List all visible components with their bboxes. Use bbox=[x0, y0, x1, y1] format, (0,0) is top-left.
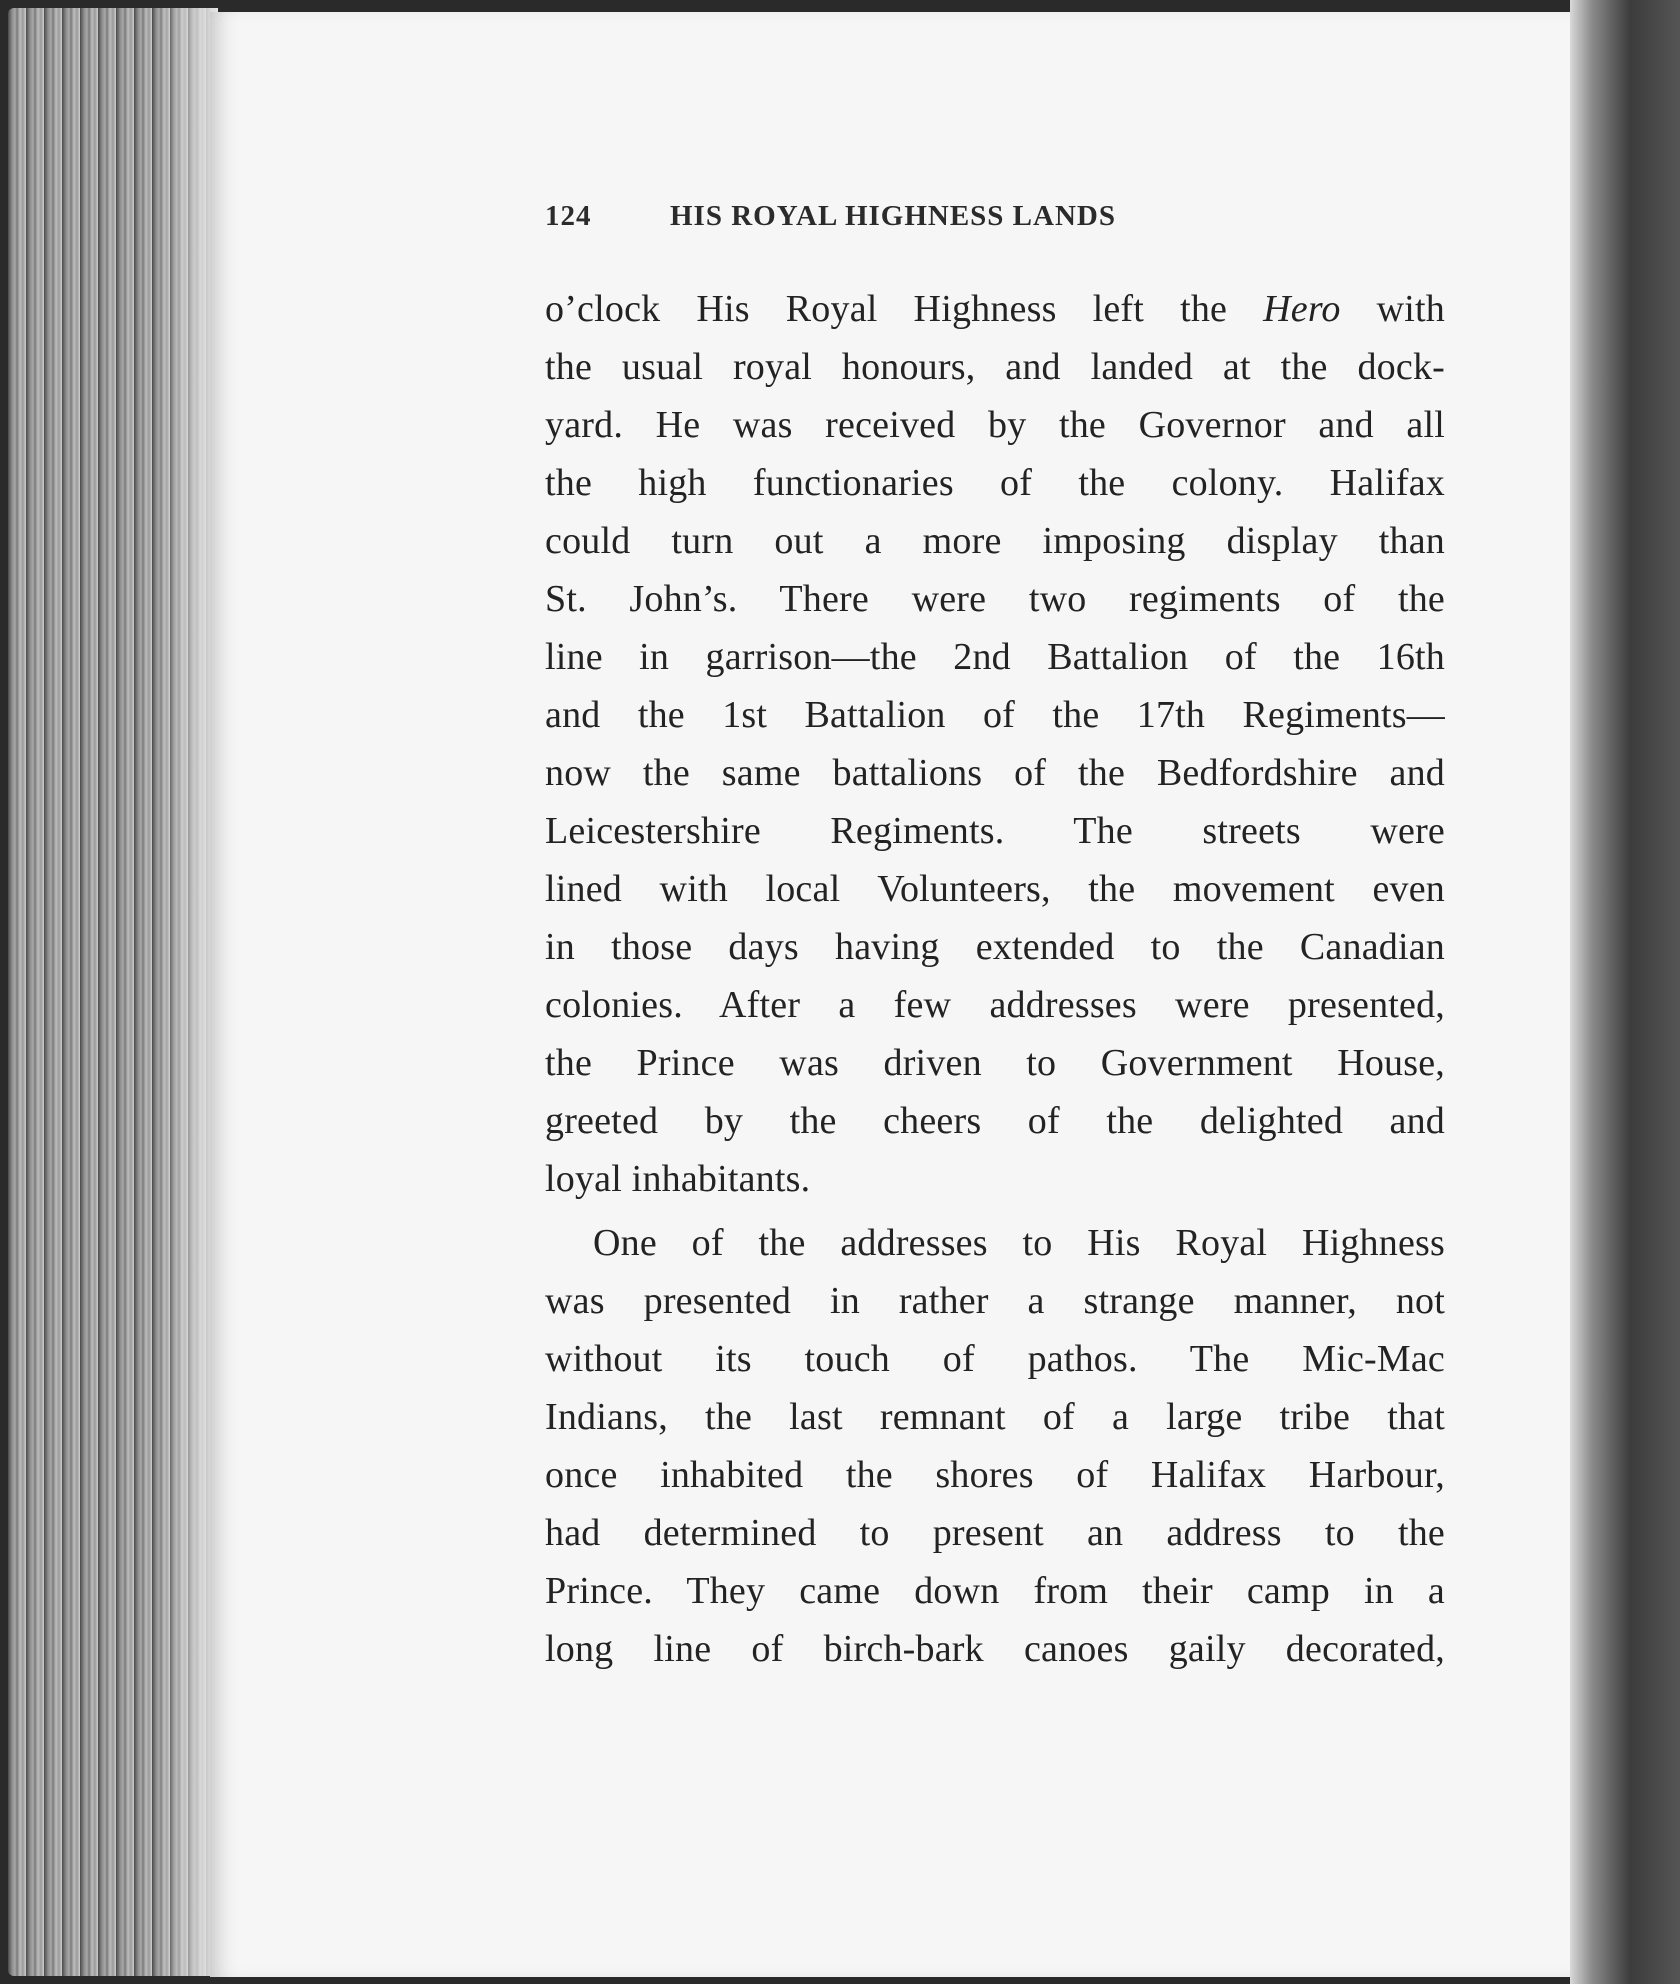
text-line: was presented in rather a strange manner, not bbox=[545, 1280, 1445, 1322]
text-line: the usual royal honours, and landed at the dock- bbox=[545, 346, 1445, 388]
text-line: and the 1st Battalion of the 17th Regiments— bbox=[545, 694, 1445, 736]
page-number: 124 bbox=[545, 200, 592, 232]
text-line: loyal inhabitants. bbox=[545, 1158, 811, 1200]
text-line: long line of birch-bark canoes gaily decorated, bbox=[545, 1628, 1445, 1670]
book-right-edge bbox=[1570, 0, 1680, 1984]
text-line: yard. He was received by the Governor and all bbox=[545, 404, 1445, 446]
text-line: could turn out a more imposing display than bbox=[545, 520, 1445, 562]
text-line: Prince. They came down from their camp in a bbox=[545, 1570, 1445, 1612]
text-line: lined with local Volunteers, the movement even bbox=[545, 868, 1445, 910]
text-line: greeted by the cheers of the delighted and bbox=[545, 1100, 1445, 1142]
text-line: without its touch of pathos. The Mic-Mac bbox=[545, 1338, 1445, 1380]
paragraph-2 bbox=[545, 1214, 1445, 1678]
running-head: HIS ROYAL HIGHNESS LANDS bbox=[670, 200, 1116, 232]
text-fragment: o’clock His Royal Highness left the bbox=[545, 288, 1264, 330]
text-line: once inhabited the shores of Halifax Harbour, bbox=[545, 1454, 1445, 1496]
text-line: the high functionaries of the colony. Halifax bbox=[545, 462, 1445, 504]
text-line: the Prince was driven to Government House, bbox=[545, 1042, 1445, 1084]
text-line: had determined to present an address to the bbox=[545, 1512, 1445, 1554]
text-line: Leicestershire Regiments. The streets were bbox=[545, 810, 1445, 852]
text-line: colonies. After a few addresses were presented, bbox=[545, 984, 1445, 1026]
text-line: line in garrison—the 2nd Battalion of the 16th bbox=[545, 636, 1445, 678]
text-line: St. John’s. There were two regiments of the bbox=[545, 578, 1445, 620]
page-header bbox=[545, 200, 1290, 233]
text-fragment: with bbox=[1340, 288, 1445, 330]
page-stack-edge bbox=[8, 8, 218, 1976]
body-text bbox=[545, 280, 1445, 1678]
ship-name: Hero bbox=[1263, 288, 1341, 330]
text-line: One of the addresses to His Royal Highness bbox=[593, 1222, 1445, 1264]
text-line: in those days having extended to the Canadian bbox=[545, 926, 1445, 968]
text-line: now the same battalions of the Bedfordshire and bbox=[545, 752, 1445, 794]
text-line: Indians, the last remnant of a large tribe that bbox=[545, 1396, 1445, 1438]
paragraph-1 bbox=[545, 280, 1445, 1208]
text-line bbox=[545, 280, 1445, 338]
